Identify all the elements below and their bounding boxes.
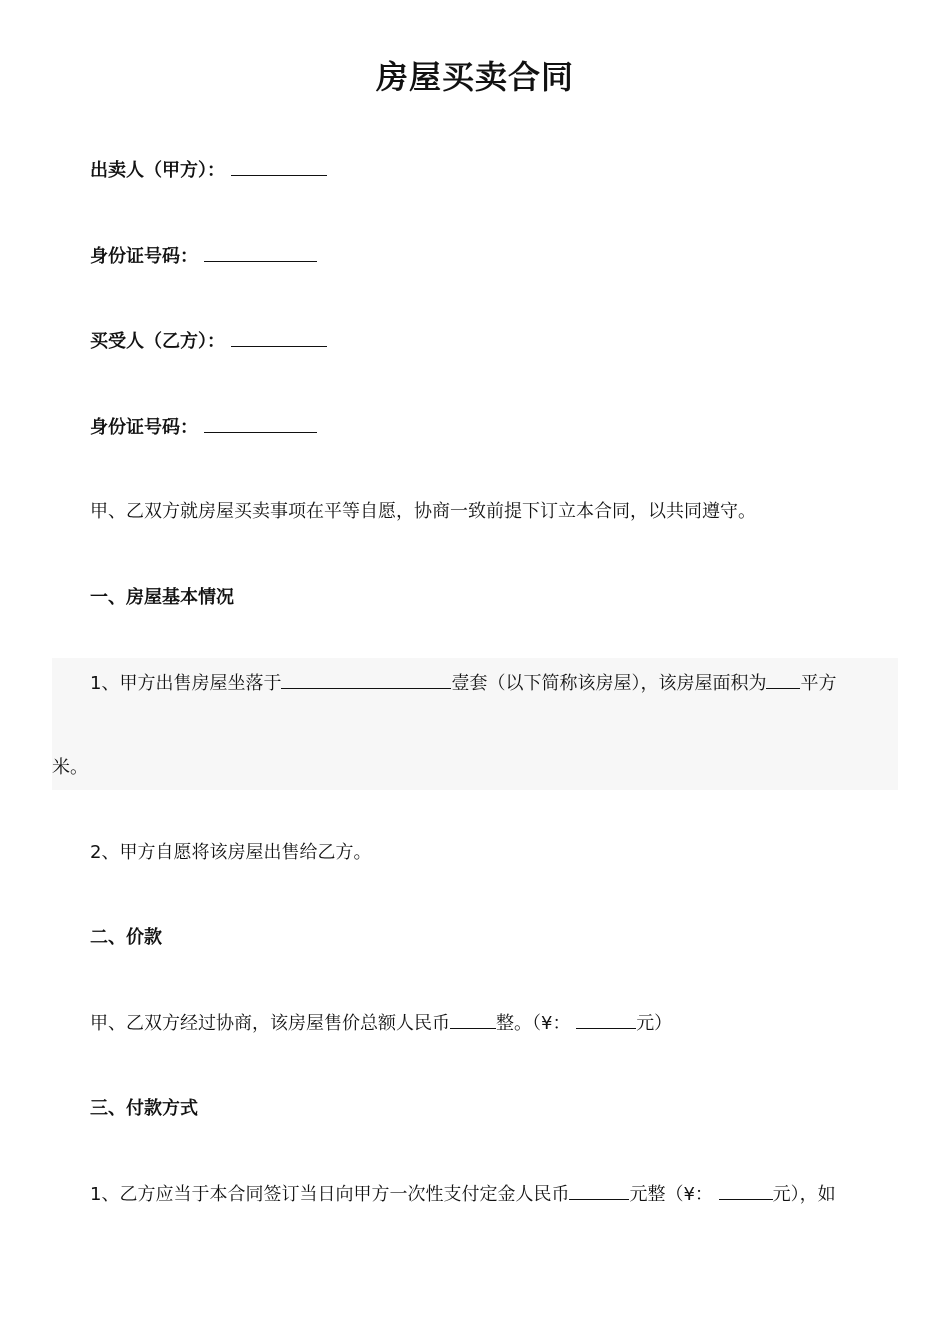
section1-heading: 一、房屋基本情况: [90, 587, 234, 608]
seller-id-line: [90, 243, 317, 270]
price-number-blank[interactable]: [576, 1010, 636, 1029]
section3-item1: [90, 1181, 836, 1208]
area-blank[interactable]: [766, 670, 800, 689]
seller-id-label: 身份证号码：: [90, 246, 198, 267]
deposit-text-b: 元整（¥：: [629, 1184, 713, 1205]
item1-text-c: 平方: [800, 673, 837, 694]
price-text-c: 元）: [636, 1013, 673, 1034]
buyer-id-blank[interactable]: [204, 414, 317, 433]
section2-price-text: [90, 1010, 672, 1037]
deposit-text-a: 1、乙方应当于本合同签订当日向甲方一次性支付定金人民币: [90, 1184, 570, 1205]
buyer-id-label: 身份证号码：: [90, 417, 198, 438]
buyer-id-line: [90, 414, 317, 441]
seller-line: [90, 157, 327, 184]
seller-id-blank[interactable]: [204, 243, 317, 262]
buyer-label: 买受人（乙方）：: [90, 331, 225, 352]
price-text-a: 甲、乙双方经过协商，该房屋售价总额人民币: [90, 1013, 450, 1034]
buyer-line: [90, 328, 327, 355]
section3-heading: 三、付款方式: [90, 1098, 198, 1119]
price-text-b: 整。（¥：: [496, 1013, 571, 1034]
document-title: 房屋买卖合同: [375, 58, 574, 96]
intro-paragraph: 甲、乙双方就房屋买卖事项在平等自愿，协商一致前提下订立本合同，以共同遵守。: [90, 501, 756, 522]
section1-item1-continuation: 米。: [52, 757, 88, 778]
deposit-words-blank[interactable]: [569, 1181, 629, 1200]
location-blank[interactable]: [281, 670, 451, 689]
seller-blank[interactable]: [231, 157, 327, 176]
section1-item2: 2、甲方自愿将该房屋出售给乙方。: [90, 842, 372, 863]
deposit-text-c: 元），如: [772, 1184, 836, 1205]
item1-text-b: 壹套（以下简称该房屋），该房屋面积为: [451, 673, 767, 694]
section2-heading: 二、价款: [90, 927, 162, 948]
deposit-number-blank[interactable]: [719, 1181, 773, 1200]
price-words-blank[interactable]: [450, 1010, 496, 1029]
section1-item1: [90, 670, 836, 697]
seller-label: 出卖人（甲方）：: [90, 160, 225, 181]
buyer-blank[interactable]: [231, 328, 327, 347]
item1-text-a: 1、甲方出售房屋坐落于: [90, 673, 282, 694]
